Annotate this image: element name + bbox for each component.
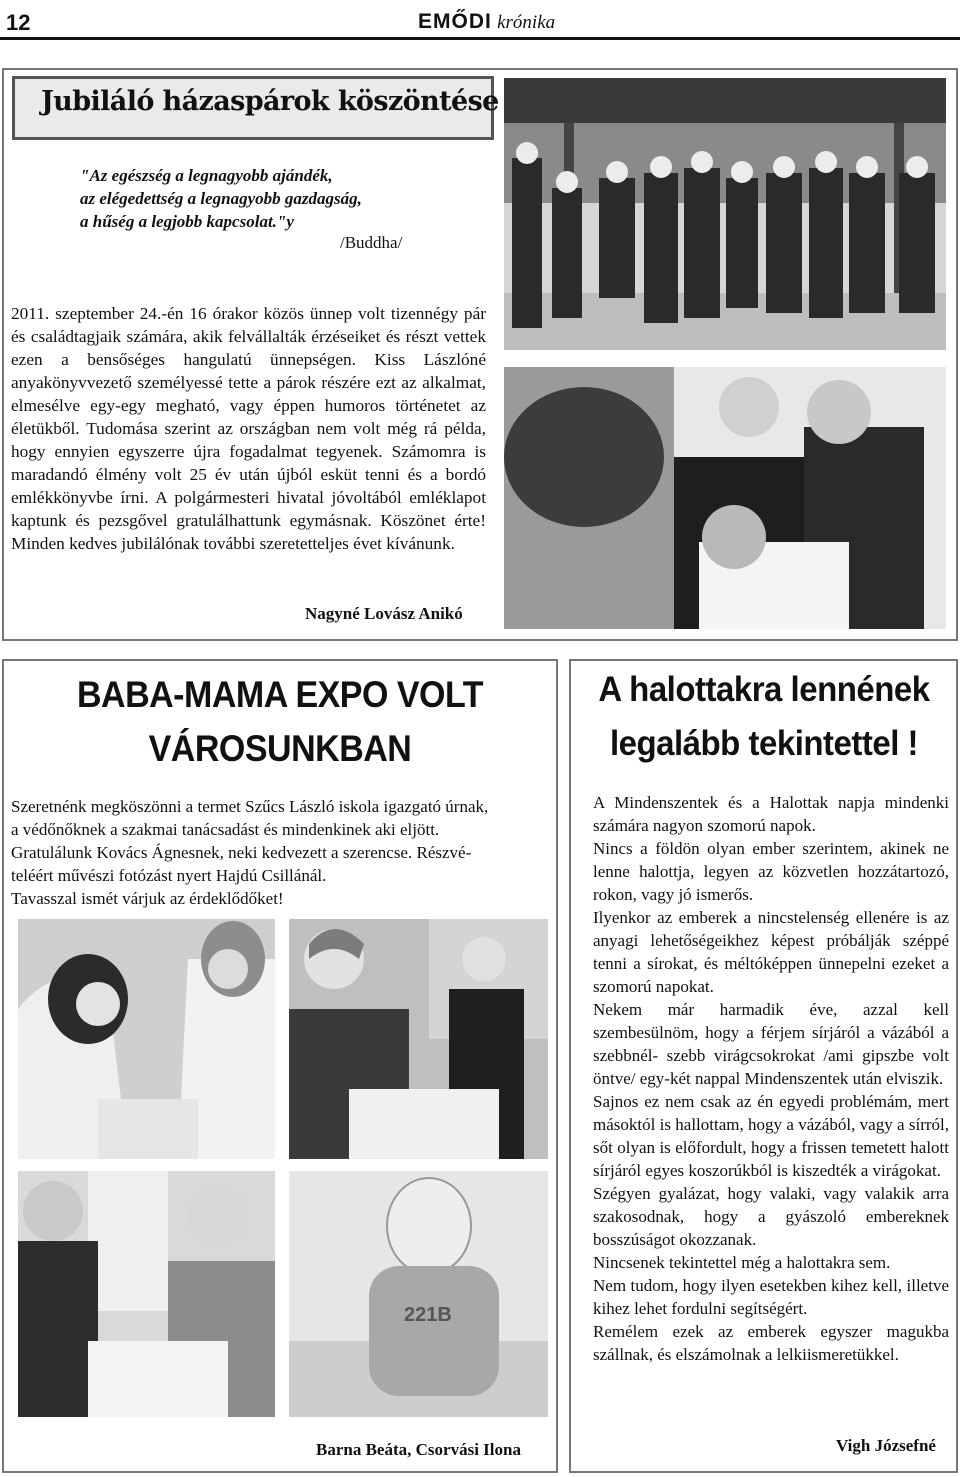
article-expo-line: Tavasszal ismét várjuk az érdeklődőket! (11, 889, 284, 908)
article-halottak-paragraph: Nincs a földön olyan ember szerintem, akinek ne lenne halottja, legyen az közvetlen hozzátartozó, rokon, vagy jó ismerős. (593, 839, 949, 904)
masthead (418, 9, 555, 34)
article-halottak-paragraph: Remélem ezek az emberek egyszer magukba szállnak, és elszámolnak a lelkiismeretükkel. (593, 1322, 949, 1364)
quote-line: "Az egészség a legnagyobb ajándék, (80, 166, 333, 185)
article-expo-body (11, 795, 551, 910)
article-expo-line: teléért művészi fotózást nyert Hajdú Csillánál. (11, 866, 327, 885)
quote-author: /Buddha/ (340, 233, 403, 252)
expo-photo-baby (289, 1171, 548, 1417)
article-jubilee-signature: Nagyné Lovász Anikó (305, 604, 463, 623)
masthead-subtitle: krónika (497, 12, 556, 33)
article-halottak-title (574, 662, 954, 770)
article-halottak-paragraph: Nem tudom, hogy ilyen esetekben kihez kell, illetve kihez lehet fordulni segítségért. (593, 1276, 949, 1318)
article-halottak-paragraph: Nekem már harmadik éve, azzal kell szembesülnöm, hogy a férjem sírjáról a vázából a szebbnél- szebb virágcsokrokat /ami gipszbe volt öntve/ egy-két nappal Mindenszentek után elviszik. (593, 1000, 949, 1088)
group-photo (504, 78, 946, 350)
expo-photo-3 (18, 1171, 275, 1417)
header-rule (0, 37, 960, 40)
expo-photo-1 (18, 919, 275, 1159)
article-halottak-body (593, 791, 949, 1366)
buddha-quote (80, 164, 362, 233)
article-halottak-paragraph: Nincsenek tekintettel még a halottakra sem. (593, 1253, 891, 1272)
article-halottak-title-line: legalább tekintettel ! (609, 722, 919, 763)
article-jubilee-title: Jubiláló házaspárok köszöntése (41, 86, 499, 117)
article-jubilee-body: 2011. szeptember 24.-én 16 órakor közös ünnep volt tizennégy pár és családtagjaik számára, akik felvállalták érzéseiket és részt vettek ezen a bensőséges hangulatú ünnepségen. Kiss Lászlóné anyakönyvvezető személyessé tette a párok részére ezt az alkalmat, elmesélve egy-egy megható, vagy éppen humoros történetet az életükből. Tudomása szerint az országban nem volt még rá példa, hogy ennyien egyszerre újra fogadalmat tegyenek. Számomra is maradandó élmény volt 25 év után újból esküt tenni és a bordó emlékkönyvbe írni. A polgármesteri hivatal jóvoltából emléklapot kaptunk és pezsgővel gratulálhattunk egymásnak. Köszönet érte! Minden kedves jubilálónak további szeretetteljes évet kívánunk. (11, 304, 486, 553)
page-header (0, 0, 960, 40)
article-halottak-paragraph: Ilyenkor az emberek a nincstelenség ellenére is az anyagi lehetőségeikhez képest próbálják széppé tenni a sírokat, és méltóképpen ünnepelni ezeket a szomorú napokat. (593, 908, 949, 996)
article-halottak-title-line: A halottakra lennének (598, 668, 930, 709)
article-expo-line: Gratulálunk Kovács Ágnesnek, neki kedvezett a szerencse. Részvé- (11, 843, 472, 862)
article-expo-line: a védőnőknek a szakmai tanácsadást és mindenkinek aki eljött. (11, 820, 440, 839)
article-expo-line: Szeretnénk megköszönni a termet Szűcs László iskola igazgató úrnak, (11, 797, 489, 816)
svg-text:221B: 221B (404, 1304, 452, 1326)
ceremony-photo (504, 367, 946, 629)
quote-line: az elégedettség a legnagyobb gazdagság, (80, 189, 362, 208)
article-expo-title-line: BABA-MAMA EXPO VOLT (76, 674, 484, 716)
article-expo-title-line: VÁROSUNKBAN (148, 728, 412, 770)
article-expo-signature: Barna Beáta, Csorvási Ilona (316, 1440, 521, 1459)
article-halottak-paragraph: Sajnos ez nem csak az én egyedi problémám, mert másoktól is hallottam, hogy a vázából, vagy a sírról, sőt olyan is előfordult, hogy a frissen temetett halott sírjáról egyes koszorúkból is kiszedték a virágokat. (593, 1092, 949, 1180)
article-expo-title (10, 668, 550, 776)
masthead-title: EMŐDI (418, 10, 492, 33)
expo-photo-2 (289, 919, 548, 1159)
article-halottak-paragraph: A Mindenszentek és a Halottak napja mindenki számára nagyon szomorú napok. (593, 793, 949, 835)
page-number: 12 (6, 10, 31, 35)
article-halottak-signature: Vigh Józsefné (836, 1436, 936, 1455)
article-halottak-paragraph: Szégyen gyalázat, hogy valaki, vagy valakik arra szakosodnak, hogy a gyászoló embereknek bosszúságot okozzanak. (593, 1184, 949, 1249)
quote-line: a hűség a legjobb kapcsolat."y (80, 212, 294, 231)
